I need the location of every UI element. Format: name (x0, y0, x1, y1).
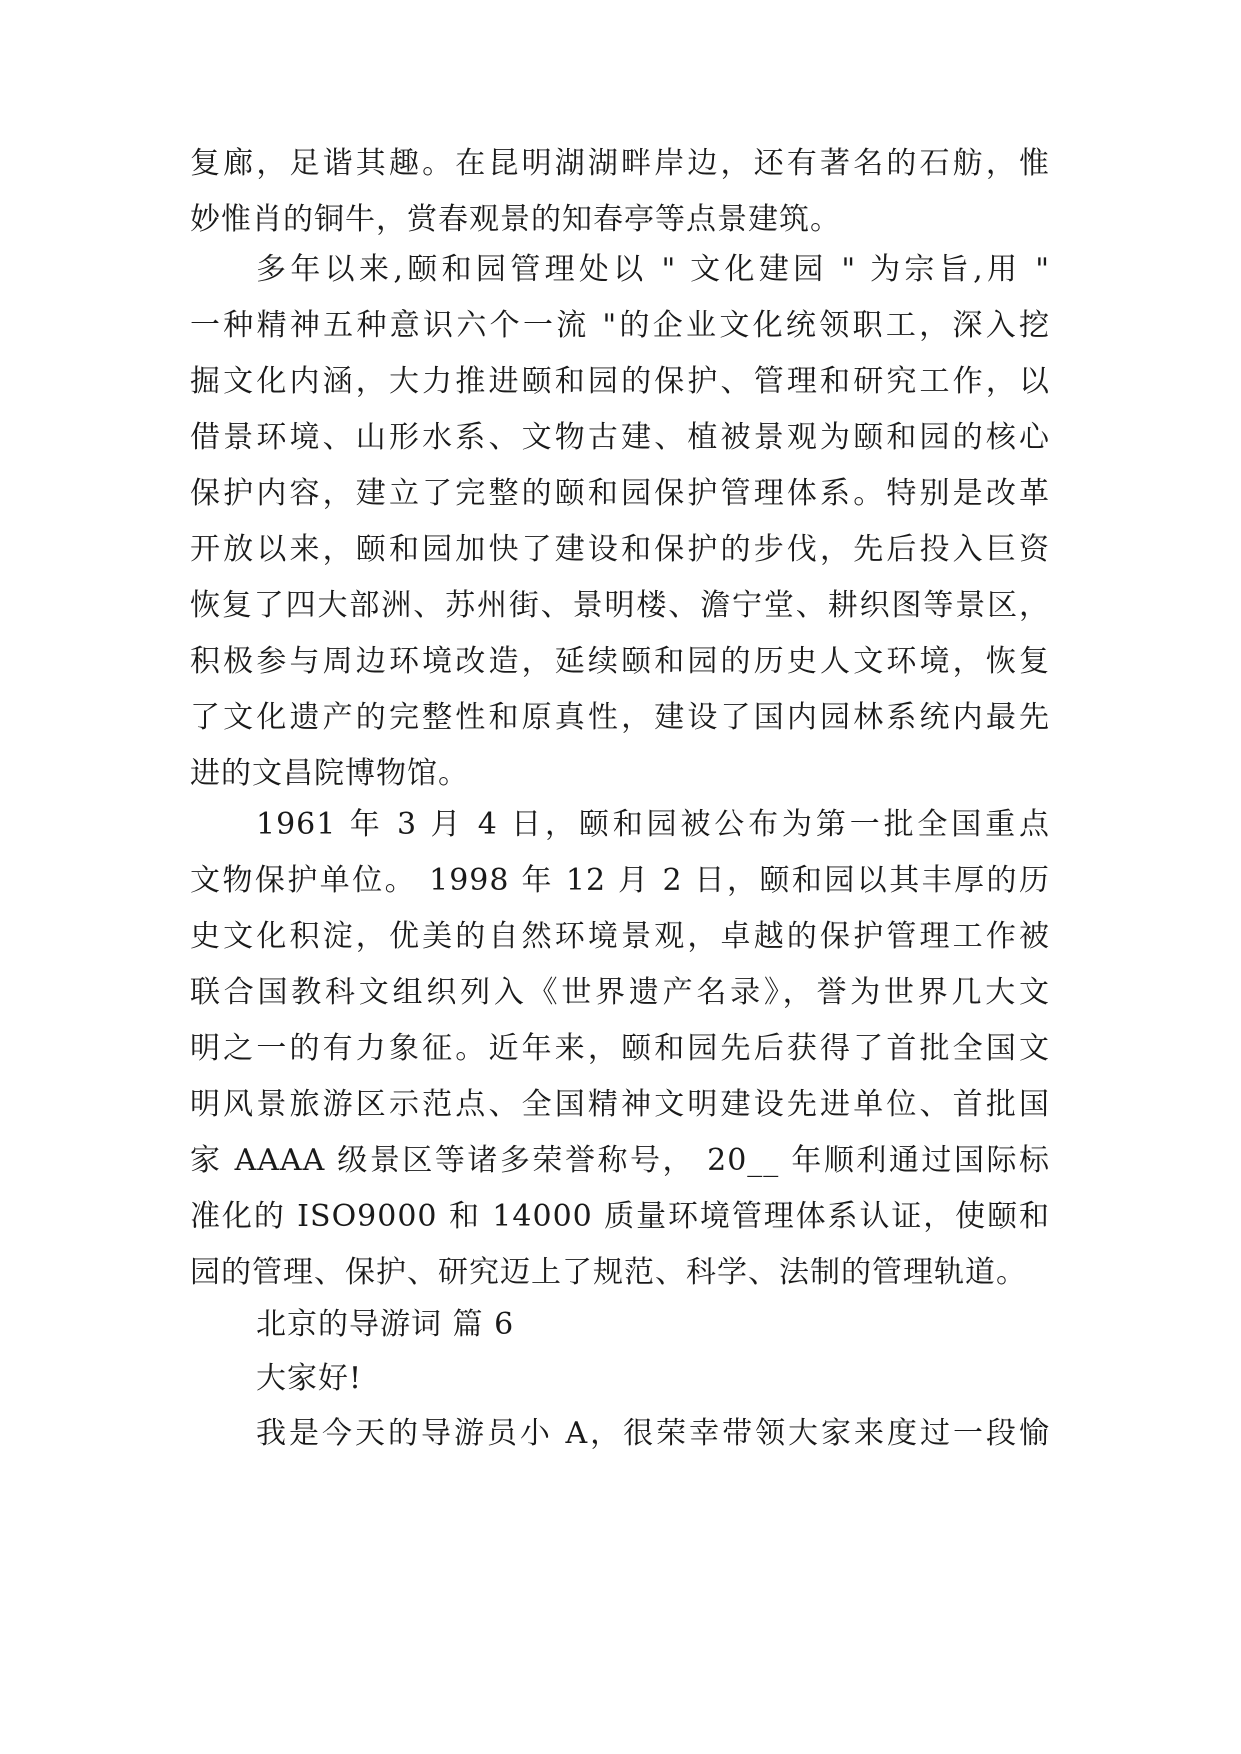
paragraph-line: 开放以来，颐和园加快了建设和保护的步伐，先后投入巨资 (190, 532, 1050, 567)
paragraph-line: 借景环境、山形水系、文物古建、植被景观为颐和园的核心 (190, 420, 1050, 455)
paragraph-line: 了文化遗产的完整性和原真性，建设了国内园林系统内最先 (190, 700, 1050, 735)
paragraph-line: 多年以来,颐和园管理处以 " 文化建园 " 为宗旨,用 " (256, 252, 1050, 287)
paragraph-1 (190, 136, 1050, 248)
paragraph-line: 恢复了四大部洲、苏州街、景明楼、澹宁堂、耕织图等景区， (190, 588, 1050, 623)
paragraph-line: 妙惟肖的铜牛，赏春观景的知春亭等点景建筑。 (190, 202, 841, 237)
paragraph-4 (190, 1406, 1050, 1462)
paragraph-line: 一种精神五种意识六个一流 "的企业文化统领职工，深入挖 (190, 308, 1050, 343)
paragraph-line: 园的管理、保护、研究迈上了规范、科学、法制的管理轨道。 (190, 1255, 1027, 1290)
section-heading: 北京的导游词 篇 6 (256, 1307, 515, 1342)
paragraph-line: 史文化积淀，优美的自然环境景观，卓越的保护管理工作被 (190, 919, 1050, 954)
paragraph-line: 我是今天的导游员小 A，很荣幸带领大家来度过一段愉 (256, 1416, 1050, 1451)
paragraph-line: 联合国教科文组织列入《世界遗产名录》，誉为世界几大文 (190, 975, 1050, 1010)
paragraph-line: 明之一的有力象征。近年来，颐和园先后获得了首批全国文 (190, 1031, 1050, 1066)
paragraph-line: 进的文昌院博物馆。 (190, 756, 469, 791)
paragraph-2 (190, 242, 1050, 802)
paragraph-line: 准化的 ISO9000 和 14000 质量环境管理体系认证，使颐和 (190, 1199, 1050, 1234)
paragraph-line: 文物保护单位。 1998 年 12 月 2 日，颐和园以其丰厚的历 (190, 863, 1050, 898)
paragraph-line: 掘文化内涵，大力推进颐和园的保护、管理和研究工作，以 (190, 364, 1050, 399)
paragraph-line: 保护内容，建立了完整的颐和园保护管理体系。特别是改革 (190, 476, 1050, 511)
paragraph-3 (190, 797, 1050, 1301)
paragraph-line: 复廊，足谐其趣。在昆明湖湖畔岸边，还有著名的石舫，惟 (190, 146, 1050, 181)
paragraph-line: 明风景旅游区示范点、全国精神文明建设先进单位、首批国 (190, 1087, 1050, 1122)
paragraph-line: 积极参与周边环境改造，延续颐和园的历史人文环境，恢复 (190, 644, 1050, 679)
paragraph-line: 家 AAAA 级景区等诸多荣誉称号， 20__ 年顺利通过国际标 (190, 1143, 1050, 1178)
greeting-text: 大家好! (256, 1361, 363, 1396)
paragraph-line: 1961 年 3 月 4 日，颐和园被公布为第一批全国重点 (256, 807, 1050, 842)
